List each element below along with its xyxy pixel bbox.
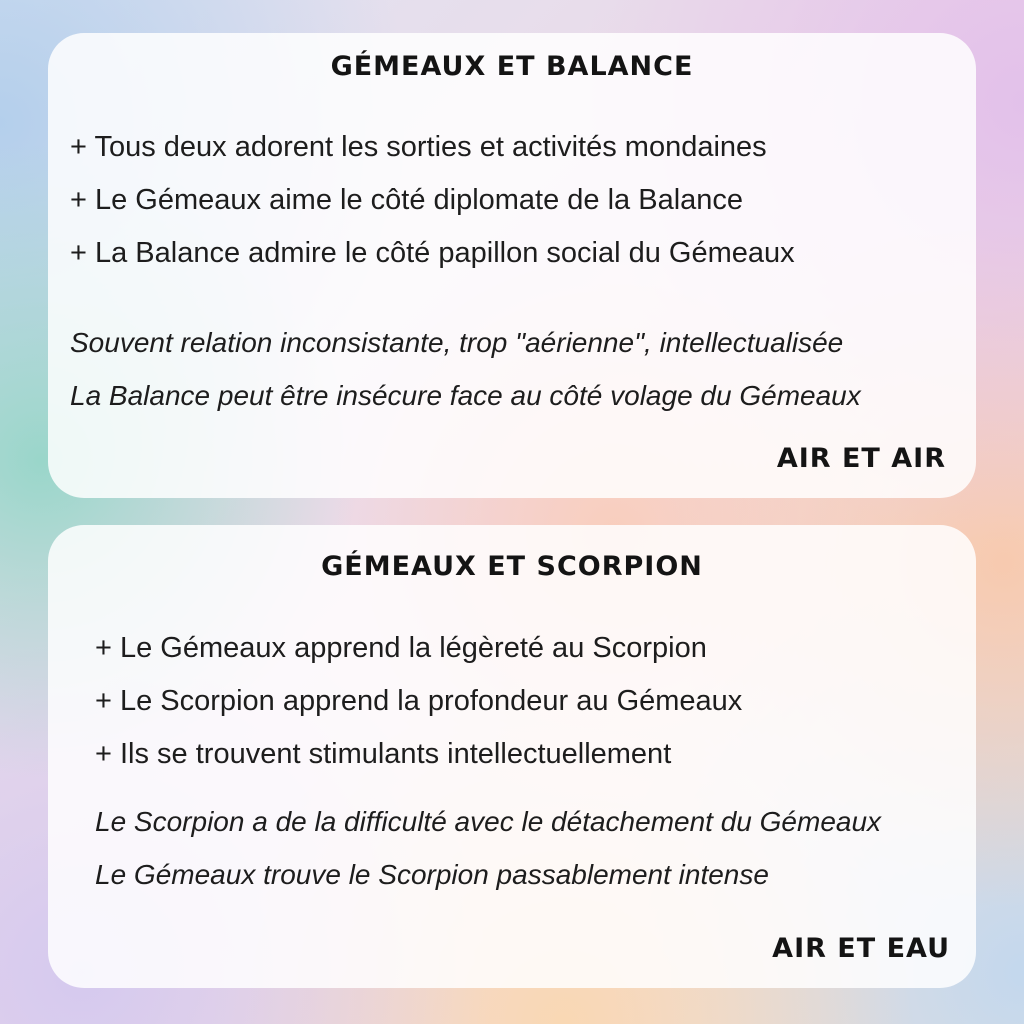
con-item: Le Scorpion a de la difficulté avec le détachement du Gémeaux: [95, 806, 882, 837]
pro-item: + Le Gémeaux apprend la légèreté au Scorpion: [95, 632, 707, 664]
pros-list: [95, 622, 742, 781]
pro-item: + Ils se trouvent stimulants intellectuellement: [95, 738, 672, 770]
pro-item: + Tous deux adorent les sorties et activités mondaines: [70, 131, 767, 163]
card-title: GÉMEAUX ET BALANCE: [330, 51, 694, 82]
compatibility-card-gemeaux-scorpion: [48, 525, 976, 988]
pro-item: + Le Scorpion apprend la profondeur au Gémeaux: [95, 685, 743, 717]
element-label: AIR ET EAU: [772, 933, 950, 964]
con-item: La Balance peut être insécure face au côté volage du Gémeaux: [70, 380, 861, 411]
con-item: Souvent relation inconsistante, trop "aérienne", intellectualisée: [70, 327, 844, 358]
pro-item: + La Balance admire le côté papillon social du Gémeaux: [70, 237, 795, 269]
con-item: Le Gémeaux trouve le Scorpion passablement intense: [95, 859, 769, 890]
cons-list: [70, 316, 861, 422]
card-title: GÉMEAUX ET SCORPION: [321, 551, 703, 582]
element-label: AIR ET AIR: [776, 443, 946, 474]
compatibility-card-gemeaux-balance: [48, 33, 976, 498]
cons-list: [95, 795, 881, 901]
pros-list: [70, 121, 795, 280]
pro-item: + Le Gémeaux aime le côté diplomate de la Balance: [70, 184, 744, 216]
